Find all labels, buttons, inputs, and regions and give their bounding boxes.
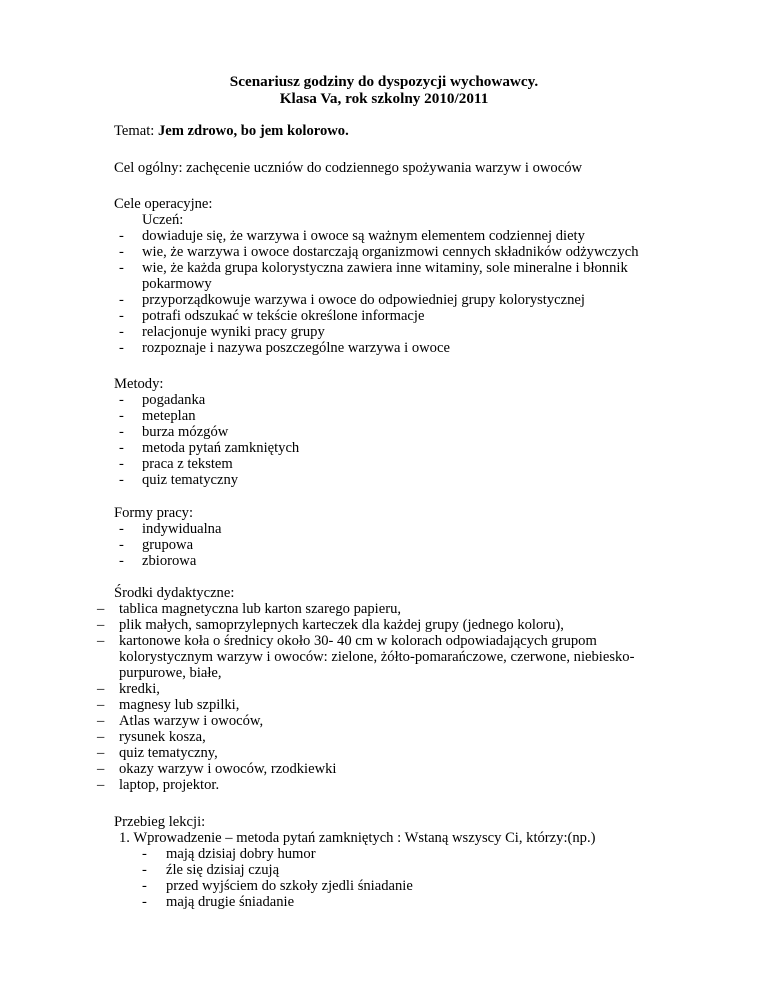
list-bullet: -	[119, 340, 124, 356]
list-item-continuation: kolorystycznym warzyw i owoców: zielone, żółto-pomarańczowe, czerwone, niebiesko-	[119, 649, 635, 665]
list-bullet: -	[142, 878, 147, 894]
list-item: mają drugie śniadanie	[166, 894, 295, 910]
operational-goals-subheading: Uczeń:	[142, 212, 184, 228]
list-bullet: -	[119, 521, 124, 537]
list-bullet: –	[97, 777, 105, 793]
topic-value: Jem zdrowo, bo jem kolorowo.	[157, 123, 349, 139]
list-bullet: -	[119, 392, 124, 408]
list-item: meteplan	[142, 408, 196, 424]
list-item: wie, że każda grupa kolorystyczna zawiera inne witaminy, sole mineralne i błonnik	[142, 260, 628, 276]
topic-label: Temat:	[114, 123, 158, 139]
list-bullet: –	[97, 729, 105, 745]
list-bullet: -	[119, 440, 124, 456]
list-item: potrafi odszukać w tekście określone informacje	[142, 308, 425, 324]
list-item: indywidualna	[142, 521, 222, 537]
list-item: pogadanka	[142, 392, 206, 408]
list-bullet: -	[119, 324, 124, 340]
list-item-continuation: pokarmowy	[142, 276, 212, 292]
list-item: relacjonuje wyniki pracy grupy	[142, 324, 325, 340]
list-item: okazy warzyw i owoców, rzodkiewki	[119, 761, 337, 777]
list-bullet: -	[119, 424, 124, 440]
list-item: Atlas warzyw i owoców,	[119, 713, 264, 729]
list-item: kartonowe koła o średnicy około 30- 40 cm w kolorach odpowiadających grupom	[119, 633, 597, 649]
general-goal: Cel ogólny: zachęcenie uczniów do codziennego spożywania warzyw i owoców	[114, 160, 583, 176]
list-bullet: -	[142, 894, 147, 910]
list-item: zbiorowa	[142, 553, 197, 569]
list-bullet: -	[119, 292, 124, 308]
forms-heading: Formy pracy:	[114, 505, 194, 521]
list-bullet: -	[119, 408, 124, 424]
list-bullet: –	[97, 745, 105, 761]
list-item: magnesy lub szpilki,	[119, 697, 240, 713]
list-bullet: –	[97, 617, 105, 633]
list-bullet: –	[97, 713, 105, 729]
list-bullet: -	[119, 456, 124, 472]
list-item: wie, że warzywa i owoce dostarczają organizmowi cennych składników odżywczych	[142, 244, 639, 260]
list-bullet: –	[97, 633, 105, 649]
list-bullet: –	[97, 761, 105, 777]
list-bullet: -	[119, 260, 124, 276]
list-bullet: -	[119, 472, 124, 488]
document-title-line1: Scenariusz godziny do dyspozycji wychowawcy.	[229, 73, 539, 90]
list-item: burza mózgów	[142, 424, 229, 440]
list-bullet: -	[142, 862, 147, 878]
list-item: rysunek kosza,	[119, 729, 206, 745]
list-bullet: -	[119, 244, 124, 260]
operational-goals-heading: Cele operacyjne:	[114, 196, 213, 212]
list-item-continuation: purpurowe, białe,	[119, 665, 222, 681]
list-item: tablica magnetyczna lub karton szarego papieru,	[119, 601, 402, 617]
methods-heading: Metody:	[114, 376, 164, 392]
course-heading: Przebieg lekcji:	[114, 814, 206, 830]
list-item: grupowa	[142, 537, 194, 553]
list-item: plik małych, samoprzylepnych karteczek dla każdej grupy (jednego koloru),	[119, 617, 564, 633]
list-item: rozpoznaje i nazywa poszczególne warzywa i owoce	[142, 340, 450, 356]
list-bullet: –	[97, 697, 105, 713]
list-bullet: -	[119, 228, 124, 244]
list-item: mają dzisiaj dobry humor	[166, 846, 316, 862]
document-title-line2: Klasa Va, rok szkolny 2010/2011	[279, 90, 489, 107]
list-item: przyporządkowuje warzywa i owoce do odpowiedniej grupy kolorystycznej	[142, 292, 585, 308]
topic-line	[114, 123, 349, 139]
list-item: quiz tematyczny	[142, 472, 239, 488]
list-bullet: –	[97, 681, 105, 697]
list-bullet: -	[119, 537, 124, 553]
list-item: quiz tematyczny,	[119, 745, 218, 761]
course-step-1: 1. Wprowadzenie – metoda pytań zamkniętych : Wstaną wszyscy Ci, którzy:(np.)	[119, 830, 596, 846]
list-bullet: -	[119, 308, 124, 324]
list-item: kredki,	[119, 681, 160, 697]
list-item: dowiaduje się, że warzywa i owoce są ważnym elementem codziennej diety	[142, 228, 585, 244]
list-bullet: –	[97, 601, 105, 617]
list-item: metoda pytań zamkniętych	[142, 440, 300, 456]
list-item: przed wyjściem do szkoły zjedli śniadanie	[166, 878, 413, 894]
list-item: praca z tekstem	[142, 456, 233, 472]
list-bullet: -	[142, 846, 147, 862]
list-bullet: -	[119, 553, 124, 569]
means-heading: Środki dydaktyczne:	[114, 585, 235, 601]
list-item: laptop, projektor.	[119, 777, 220, 793]
list-item: źle się dzisiaj czują	[166, 862, 280, 878]
